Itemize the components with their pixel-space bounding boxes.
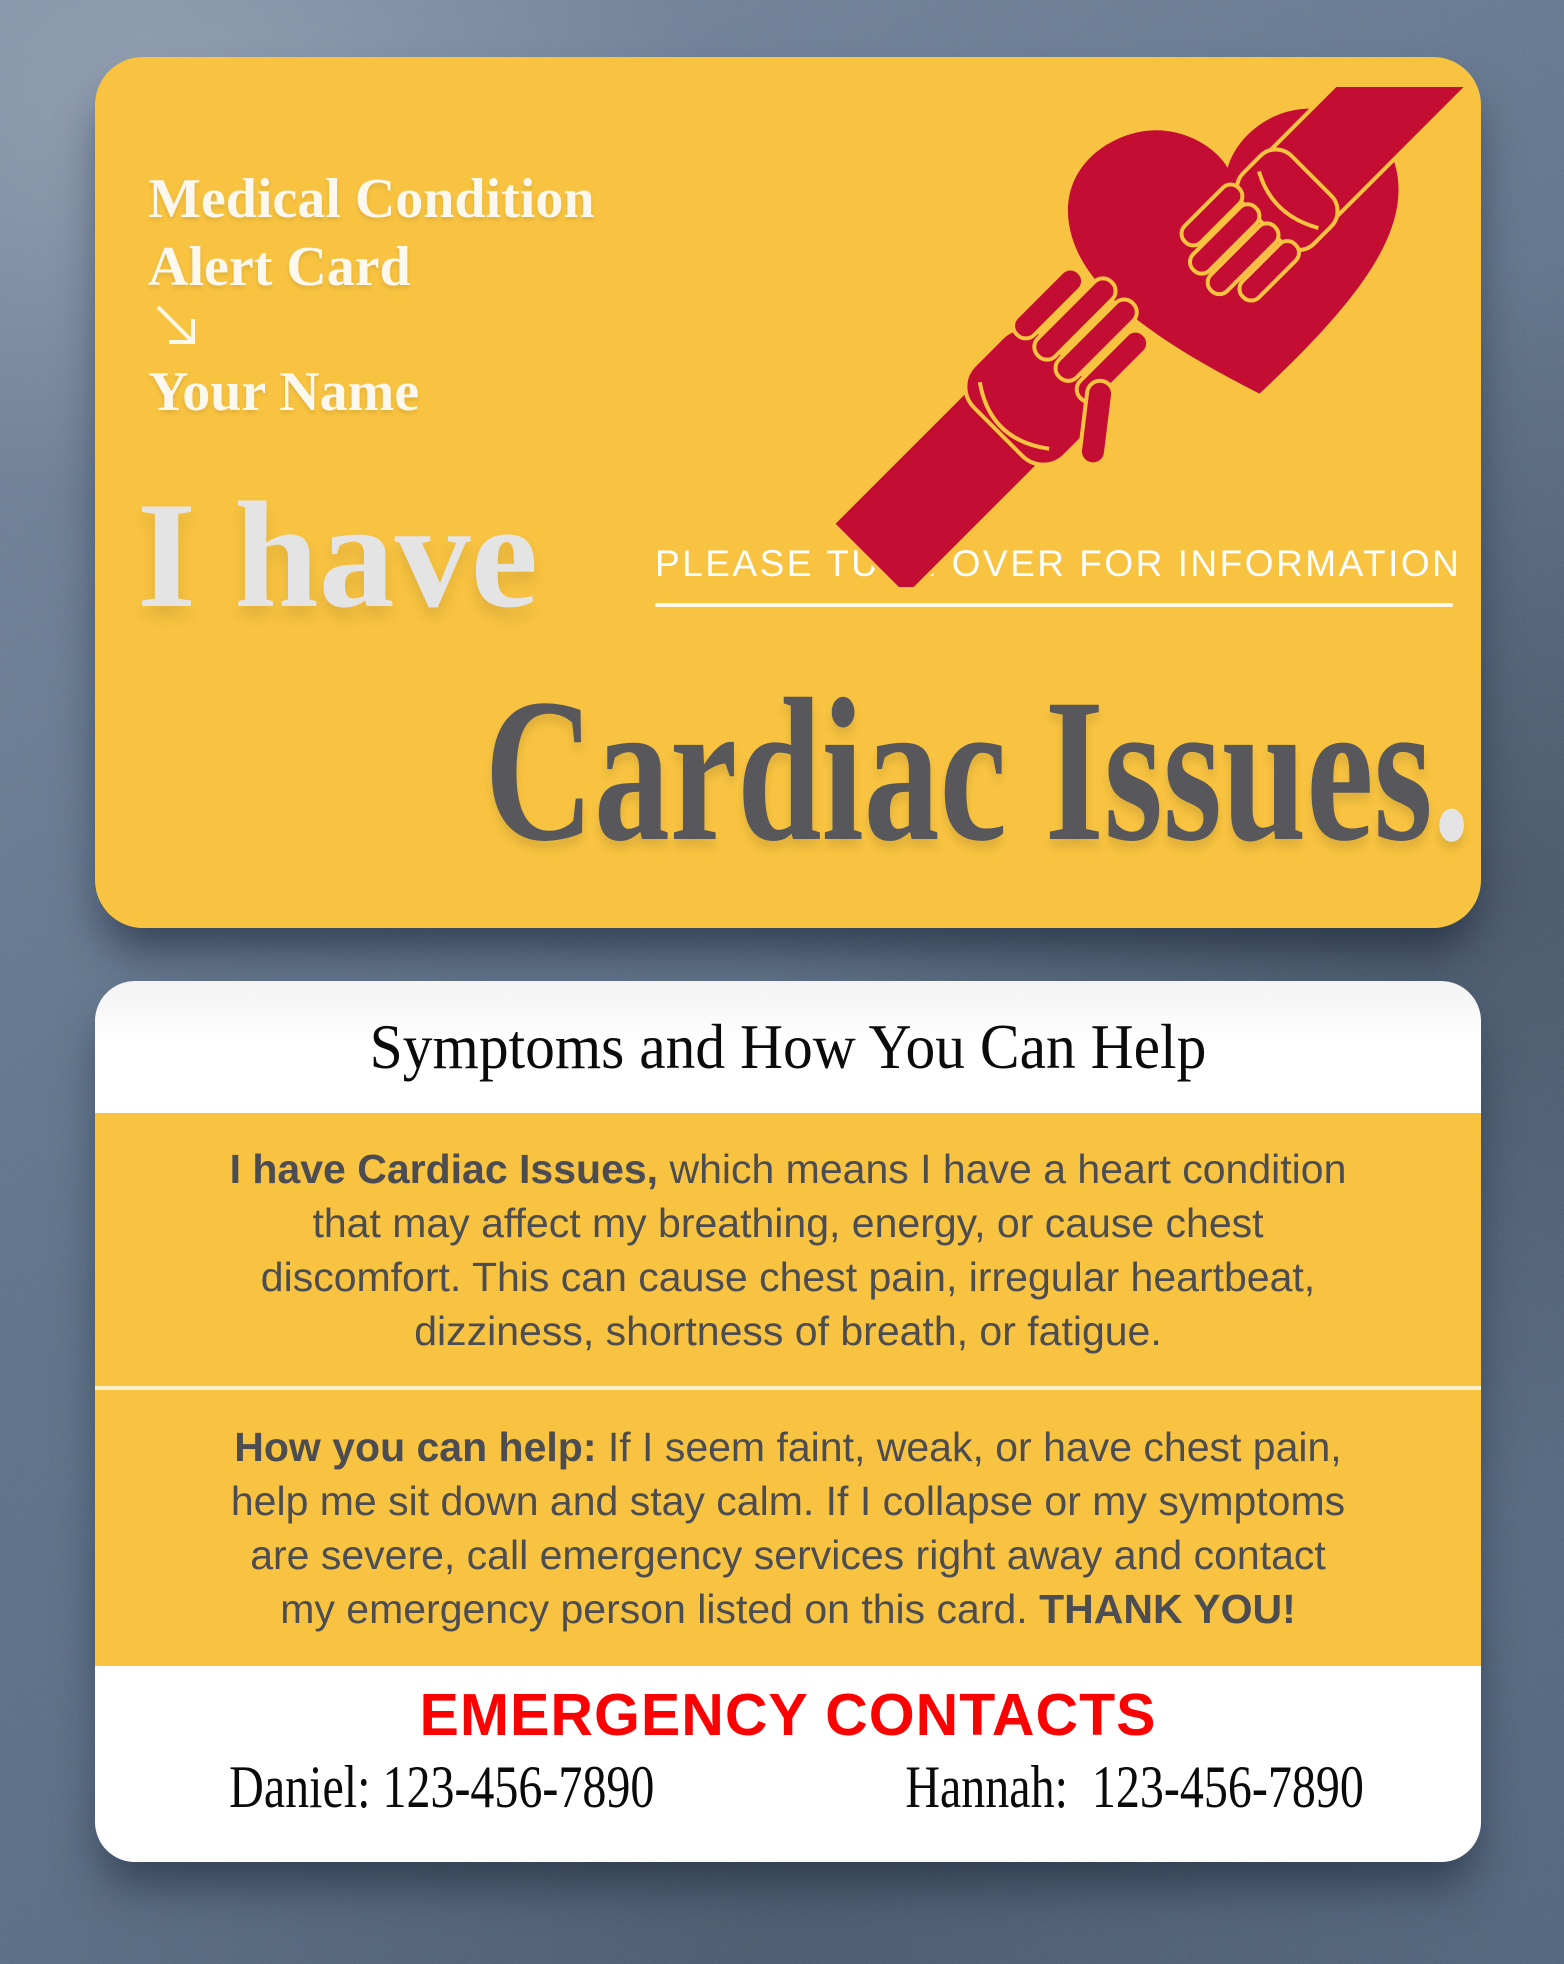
contacts-row (95, 1753, 1481, 1822)
help-paragraph (173, 1420, 1403, 1636)
back-card (95, 981, 1481, 1862)
emergency-contacts-heading: EMERGENCY CONTACTS (419, 1682, 1157, 1748)
arrow-down-right-icon (153, 303, 201, 349)
help-block (95, 1390, 1481, 1666)
symptoms-block (95, 1113, 1481, 1386)
back-heading: Symptoms and How You Can Help (369, 1011, 1207, 1082)
condition-period: . (1433, 657, 1471, 884)
card-title-line1: Medical Condition (148, 168, 595, 230)
contact-daniel: Daniel: 123-456-7890 (228, 1754, 655, 1820)
help-line1 (173, 1420, 1403, 1474)
contact-hannah: Hannah: 123-456-7890 (905, 1754, 1364, 1820)
help-thank-you: THANK YOU! (1039, 1586, 1296, 1632)
symptoms-paragraph (173, 1142, 1403, 1358)
symptoms-line1-rest: which means I have a heart condition (658, 1145, 1347, 1192)
condition-text: Cardiac Issues (484, 657, 1434, 884)
contact-cell-left (95, 1753, 788, 1822)
help-line1-rest: If I seem faint, weak, or have chest pain, (596, 1424, 1342, 1470)
turn-over-note: PLEASE TURN OVER FOR INFORMATION (655, 543, 1462, 584)
turn-over-underline (655, 603, 1453, 607)
hands-holding-heart-icon (835, 87, 1495, 587)
symptoms-line3: discomfort. This can cause chest pain, irregular heartbeat, (260, 1253, 1316, 1300)
front-card (95, 57, 1481, 928)
lead-text: I have (137, 471, 539, 639)
contact-cell-right (788, 1753, 1481, 1822)
symptoms-line2: that may affect my breathing, energy, or cause chest (312, 1199, 1264, 1246)
condition-title (484, 657, 1471, 884)
name-placeholder: Your Name (148, 361, 420, 423)
info-section (95, 1113, 1481, 1666)
symptoms-lead: I have Cardiac Issues, (229, 1145, 659, 1192)
help-lead: How you can help: (234, 1424, 597, 1470)
help-line4 (173, 1582, 1403, 1636)
card-title-line2: Alert Card (148, 236, 411, 298)
symptoms-line1 (173, 1142, 1403, 1196)
help-line3: are severe, call emergency services right away and contact (250, 1532, 1326, 1578)
card-title (148, 165, 594, 301)
help-line2: help me sit down and stay calm. If I collapse or my symptoms (230, 1478, 1346, 1524)
symptoms-line4: dizziness, shortness of breath, or fatigue. (414, 1307, 1162, 1354)
help-line4-start: my emergency person listed on this card. (280, 1586, 1040, 1632)
